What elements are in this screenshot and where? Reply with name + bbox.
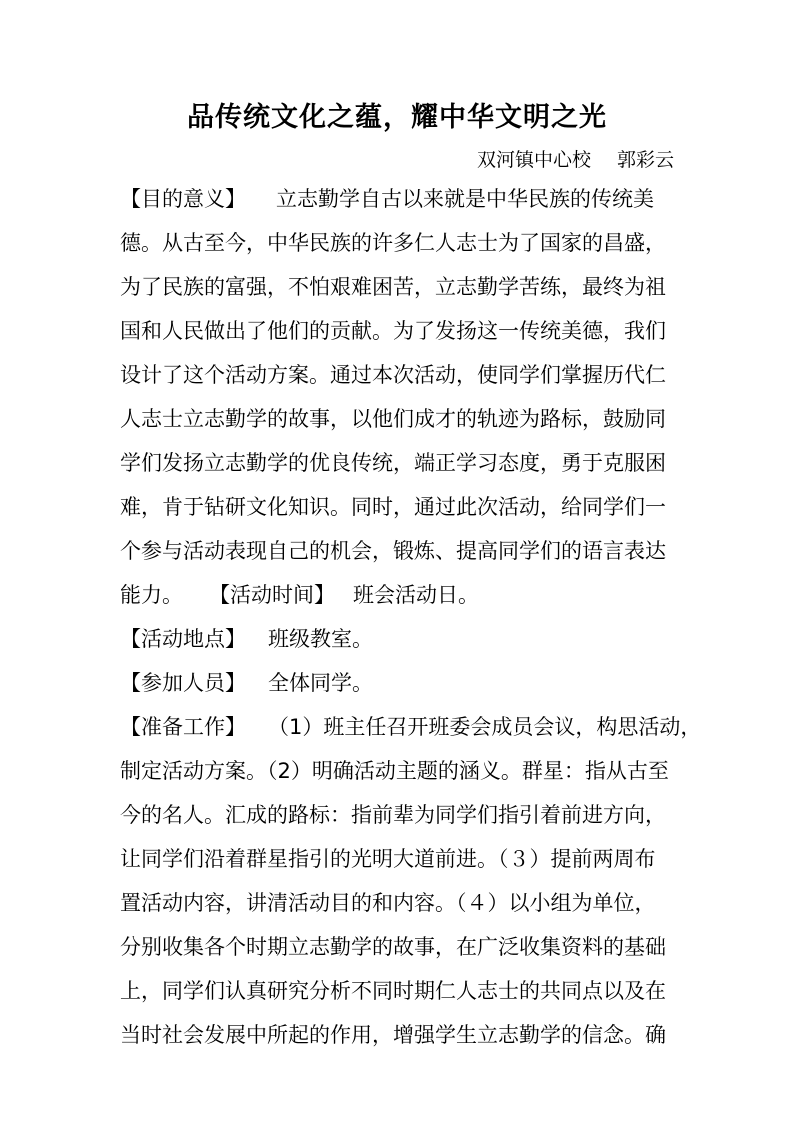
paragraph-line: [120, 798, 666, 832]
section-heading-participants: 【参加人员】: [120, 671, 246, 695]
line-text: 当时社会发展中所起的作用，增强学生立志勤学的信念。确: [120, 1023, 666, 1047]
author-line: [477, 144, 674, 176]
line-text: 能力。: [120, 583, 183, 607]
line-text: 制定活动方案。（2）明确活动主题的涵义。群星：指从古至: [120, 759, 669, 783]
paragraph-line: [120, 666, 373, 700]
line-text: 置活动内容，讲清活动目的和内容。（４）以小组为单位，: [120, 891, 656, 915]
line-text: 班会活动日。: [353, 583, 479, 607]
line-text: 让同学们沿着群星指引的光明大道前进。（３）提前两周布: [120, 847, 656, 871]
line-text: 立志勤学自古以来就是中华民族的传统美: [276, 187, 654, 211]
paragraph-line: [120, 226, 666, 260]
line-text: 班级教室。: [268, 627, 373, 651]
line-text: 国和人民做出了他们的贡献。为了发扬这一传统美德，我们: [120, 319, 666, 343]
line-text: 个参与活动表现自己的机会，锻炼、提高同学们的语言表达: [120, 539, 666, 563]
line-text: 人志士立志勤学的故事，以他们成才的轨迹为路标，鼓励同: [120, 407, 666, 431]
paragraph-line: [120, 1018, 666, 1052]
paragraph-line: [120, 446, 666, 480]
line-text: 德。从古至今，中华民族的许多仁人志士为了国家的昌盛，: [120, 231, 666, 255]
section-heading-purpose: 【目的意义】: [120, 187, 246, 211]
line-text: 分别收集各个时期立志勤学的故事，在广泛收集资料的基础: [120, 935, 666, 959]
line-text: 上，同学们认真研究分析不同时期仁人志士的共同点以及在: [120, 979, 666, 1003]
paragraph-line: [120, 490, 666, 524]
author-school: 双河镇中心校: [476, 149, 591, 171]
paragraph-line: [120, 270, 666, 304]
line-text: 全体同学。: [268, 671, 373, 695]
line-text: 难，肯于钻研文化知识。同时，通过此次活动，给同学们一: [120, 495, 666, 519]
paragraph-line: [120, 930, 666, 964]
paragraph-line: [120, 886, 656, 920]
paragraph-line: [120, 842, 656, 876]
line-text: （1）班主任召开班委会成员会议，构思活动，: [268, 715, 702, 739]
section-heading-location: 【活动地点】: [120, 627, 246, 651]
author-name: 郭彩云: [616, 149, 674, 171]
line-text: 为了民族的富强，不怕艰难困苦，立志勤学苦练，最终为祖: [120, 275, 666, 299]
paragraph-line: [120, 534, 666, 568]
paragraph-line: [120, 622, 373, 656]
paragraph-line: [120, 314, 666, 348]
document-title: 品传统文化之蕴，耀中华文明之光: [187, 102, 607, 133]
section-heading-time: 【活动时间】: [209, 583, 335, 607]
paragraph-line: [120, 710, 701, 744]
paragraph-line: [120, 974, 666, 1008]
paragraph-line: [120, 358, 666, 392]
line-text: 设计了这个活动方案。通过本次活动，使同学们掌握历代仁: [120, 363, 666, 387]
line-text: 今的名人。汇成的路标：指前辈为同学们指引着前进方向，: [120, 803, 666, 827]
section-heading-preparation: 【准备工作】: [120, 715, 246, 739]
paragraph-line: [120, 402, 666, 436]
paragraph-line: [120, 182, 654, 216]
line-text: 学们发扬立志勤学的优良传统，端正学习态度，勇于克服困: [120, 451, 666, 475]
paragraph-line: [120, 754, 669, 788]
paragraph-line: [120, 578, 479, 612]
